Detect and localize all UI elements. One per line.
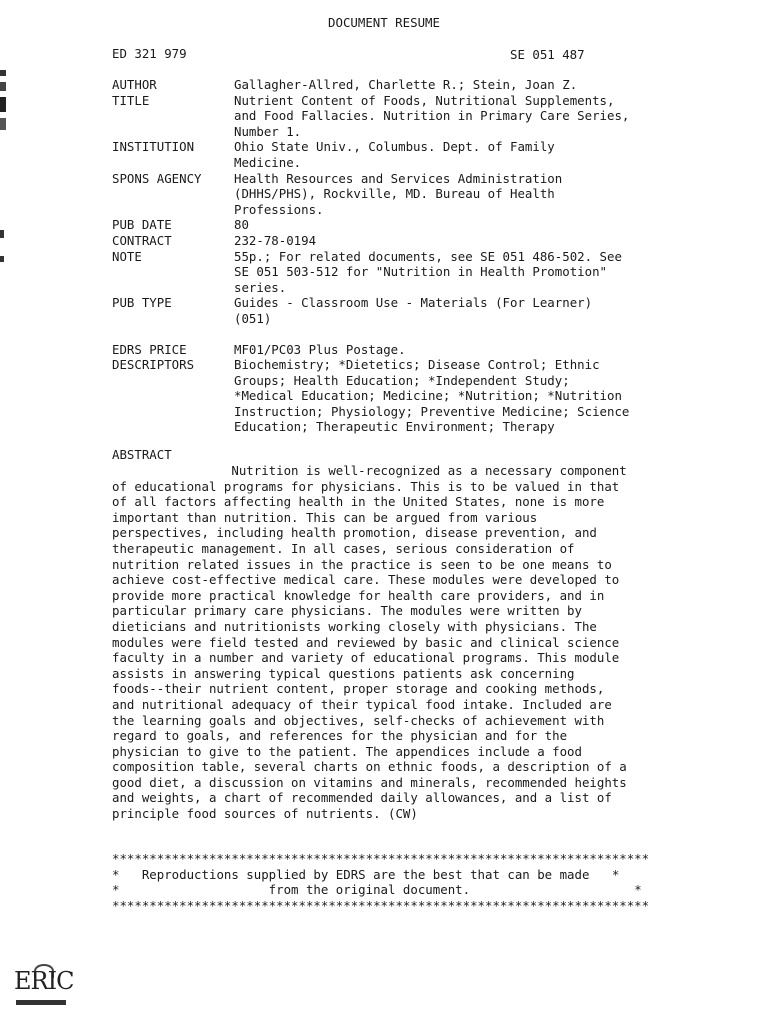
scan-edge-marks — [0, 70, 6, 130]
field-value: Gallagher-Allred, Charlette R.; Stein, Joan Z. — [234, 77, 578, 92]
star-border-right: * — [589, 866, 620, 882]
field-institution — [112, 139, 672, 170]
star-border-left: * — [112, 866, 142, 882]
field-label: DESCRIPTORS — [112, 357, 195, 373]
field-label: TITLE — [112, 92, 150, 108]
eric-logo — [14, 964, 74, 1008]
field-label: INSTITUTION — [112, 139, 195, 155]
field-author — [112, 77, 672, 93]
field-value: Guides - Classroom Use - Materials (For Learner) (051) — [234, 295, 593, 326]
field-pub-type — [112, 295, 672, 326]
ed-number: ED 321 979 — [112, 46, 187, 61]
document-title: DOCUMENT RESUME — [328, 15, 440, 30]
field-note — [112, 249, 672, 296]
scan-edge-mark — [0, 256, 4, 262]
field-pub-date — [112, 217, 672, 233]
metadata-fields — [112, 77, 672, 435]
field-value: 55p.; For related documents, see SE 051 486-502. See SE 051 503-512 for "Nutrition in Health Promotion" series. — [234, 248, 622, 295]
field-label: PUB TYPE — [112, 295, 172, 311]
field-value: MF01/PC03 Plus Postage. — [234, 341, 406, 357]
star-border-left: * — [112, 882, 269, 898]
field-spons-agency — [112, 171, 672, 218]
field-label: SPONS AGENCY — [112, 170, 202, 186]
star-border-bottom: ************************************************************************ — [112, 897, 650, 913]
field-title — [112, 93, 672, 140]
field-label: NOTE — [112, 248, 142, 264]
abstract-body: Nutrition is well-recognized as a necessary component of educational programs for physicians. This is to be valued in that of all factors affecting health in the United States, none is more important than nutrition. This can be argued from various perspectives, including health promotion, disease prevention, and therapeutic management. In all cases, serious consideration of nutrition related issues in the practice is seen to be one means to achieve cost-effective medical care. These modules were developed to provide more practical knowledge for health care providers, and in particular primary care physicians. The modules were written by dieticians and nutritionists working closely with physicians. The modules were field tested and reviewed by basic and clinical science faculty in a number and variety of educational programs. This module assists in answering typical questions patients ask concerning foods--their nutrient content, proper storage and cooking methods, and nutritional adequacy of their typical food intake. Included are the learning goals and objectives, self-checks of achievement with regard to goals, and references for the physician and for the physician to give to the patient. The appendices include a food composition table, several charts on ethnic foods, a description of a good diet, a discussion on vitamins and minerals, recommended heights and weights, a chart of recommended daily allowances, and a list of principle food sources of nutrients. (CW) — [112, 463, 627, 822]
scan-edge-mark — [0, 230, 4, 238]
field-value: Nutrient Content of Foods, Nutritional Supplements, and Food Fallacies. Nutrition in Primary Care Series, Number 1. — [234, 92, 630, 139]
field-edrs-price — [112, 342, 672, 358]
reproduction-notice-box — [112, 851, 657, 913]
spacer — [112, 327, 672, 342]
se-number: SE 051 487 — [510, 47, 585, 62]
star-border-right: * — [470, 882, 642, 898]
eric-logo-bar — [16, 1000, 66, 1005]
field-descriptors — [112, 357, 672, 435]
star-border-top: ************************************************************************ — [112, 851, 650, 866]
eric-logo-text: ERIC — [14, 967, 74, 995]
field-value: Biochemistry; *Dietetics; Disease Control; Ethnic Groups; Health Education; *Independent Study; *Medical Education; Medicine; *Nutrition; *Nutrition Instruction; Physiology; Preventive Medicine; Science Education; Therapeutic Environment; Therapy — [234, 357, 630, 435]
notice-line-2: from the original document. — [268, 882, 471, 898]
field-value: 232-78-0194 — [234, 232, 317, 248]
field-label: EDRS PRICE — [112, 341, 187, 357]
notice-line-1: Reproductions supplied by EDRS are the best that can be made — [141, 866, 590, 882]
field-label: AUTHOR — [112, 77, 157, 92]
abstract-heading: ABSTRACT — [112, 447, 172, 462]
field-value: 80 — [234, 217, 249, 233]
field-value: Ohio State Univ., Columbus. Dept. of Family Medicine. — [234, 139, 555, 170]
field-label: PUB DATE — [112, 217, 172, 233]
field-value: Health Resources and Services Administration (DHHS/PHS), Rockville, MD. Bureau of Health Professions. — [234, 170, 563, 217]
field-label: CONTRACT — [112, 232, 172, 248]
field-contract — [112, 233, 672, 249]
